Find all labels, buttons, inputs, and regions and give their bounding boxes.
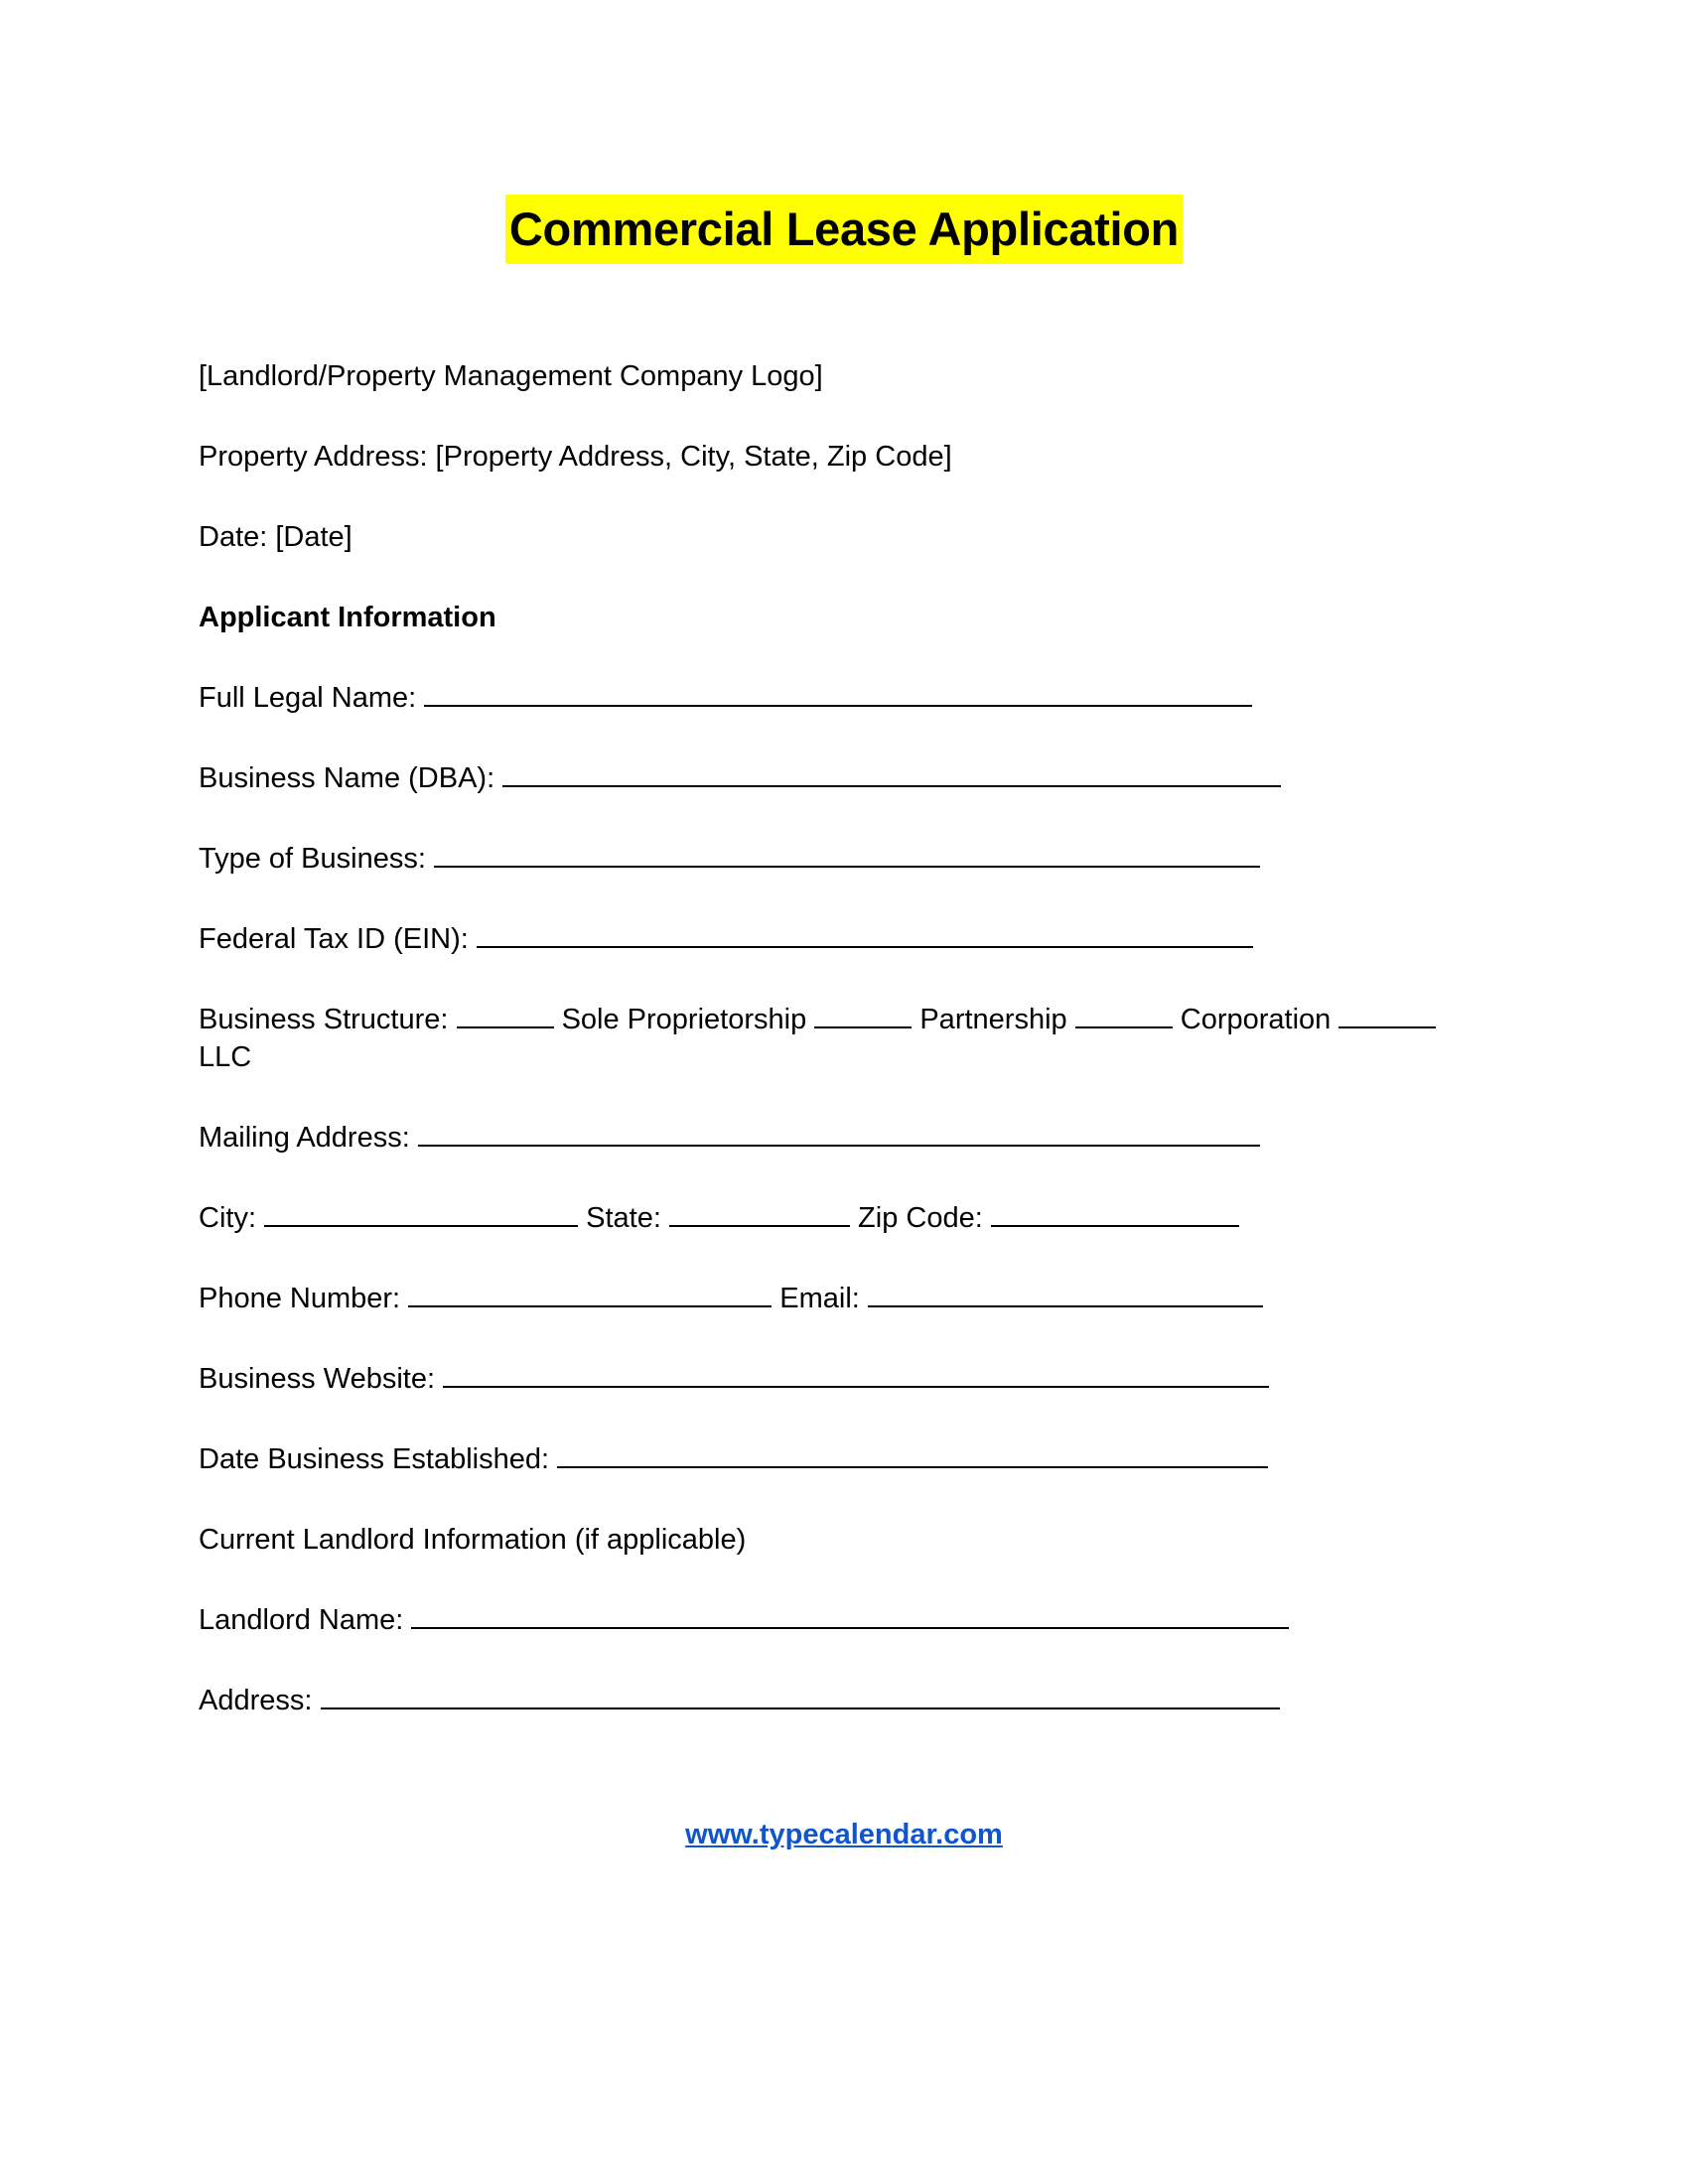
city-label: City: — [199, 1202, 256, 1234]
email-label: Email: — [779, 1283, 860, 1314]
landlord-name-row — [199, 1601, 1489, 1639]
full-legal-name-label: Full Legal Name: — [199, 682, 417, 714]
email-field[interactable] — [868, 1280, 1263, 1307]
corporation-option: Corporation — [1180, 1004, 1332, 1035]
mailing-address-row — [199, 1119, 1489, 1157]
business-website-label: Business Website: — [199, 1363, 436, 1395]
landlord-name-label: Landlord Name: — [199, 1604, 404, 1636]
section-heading-landlord: Current Landlord Information (if applicable) — [199, 1524, 747, 1556]
business-name-field[interactable] — [502, 759, 1281, 787]
landlord-address-label: Address: — [199, 1685, 313, 1716]
corporation-field[interactable] — [1075, 1001, 1173, 1028]
phone-number-label: Phone Number: — [199, 1283, 401, 1314]
business-structure-label: Business Structure: — [199, 1004, 449, 1035]
zip-code-field[interactable] — [991, 1199, 1239, 1227]
type-of-business-row — [199, 840, 1489, 878]
state-label: State: — [586, 1202, 661, 1234]
full-legal-name-field[interactable] — [424, 679, 1252, 707]
footer-website-link[interactable]: www.typecalendar.com — [685, 1819, 1003, 1850]
mailing-address-label: Mailing Address: — [199, 1122, 410, 1154]
type-of-business-field[interactable] — [434, 840, 1260, 868]
business-website-row — [199, 1360, 1489, 1398]
state-field[interactable] — [669, 1199, 850, 1227]
date-established-row — [199, 1440, 1489, 1478]
mailing-address-field[interactable] — [418, 1119, 1260, 1147]
full-legal-name-row — [199, 679, 1489, 717]
partnership-field[interactable] — [814, 1001, 912, 1028]
business-name-row — [199, 759, 1489, 797]
federal-tax-id-row — [199, 920, 1489, 958]
type-of-business-label: Type of Business: — [199, 843, 426, 875]
sole-proprietorship-option: Sole Proprietorship — [561, 1004, 807, 1035]
date-established-label: Date Business Established: — [199, 1443, 550, 1475]
llc-option: LLC — [199, 1041, 252, 1073]
sole-proprietorship-field[interactable] — [457, 1001, 554, 1028]
llc-field[interactable] — [1338, 1001, 1436, 1028]
logo-placeholder: [Landlord/Property Management Company Logo] — [199, 360, 823, 392]
document-title: Commercial Lease Application — [505, 195, 1183, 264]
landlord-name-field[interactable] — [411, 1601, 1289, 1629]
title-container — [0, 195, 1688, 264]
city-field[interactable] — [264, 1199, 578, 1227]
business-structure-row — [199, 1001, 1489, 1076]
property-address-line: Property Address: [Property Address, City, State, Zip Code] — [199, 441, 952, 473]
date-established-field[interactable] — [557, 1440, 1268, 1468]
form-body — [199, 357, 1489, 1719]
zip-code-label: Zip Code: — [858, 1202, 983, 1234]
phone-number-field[interactable] — [408, 1280, 772, 1307]
city-state-zip-row — [199, 1199, 1489, 1237]
business-website-field[interactable] — [443, 1360, 1269, 1388]
partnership-option: Partnership — [919, 1004, 1067, 1035]
footer — [0, 1819, 1688, 1851]
date-line: Date: [Date] — [199, 521, 352, 553]
landlord-address-field[interactable] — [321, 1682, 1280, 1709]
federal-tax-id-field[interactable] — [477, 920, 1253, 948]
section-heading-applicant: Applicant Information — [199, 602, 496, 633]
business-name-label: Business Name (DBA): — [199, 762, 495, 794]
federal-tax-id-label: Federal Tax ID (EIN): — [199, 923, 469, 955]
landlord-address-row — [199, 1682, 1489, 1719]
phone-email-row — [199, 1280, 1489, 1317]
